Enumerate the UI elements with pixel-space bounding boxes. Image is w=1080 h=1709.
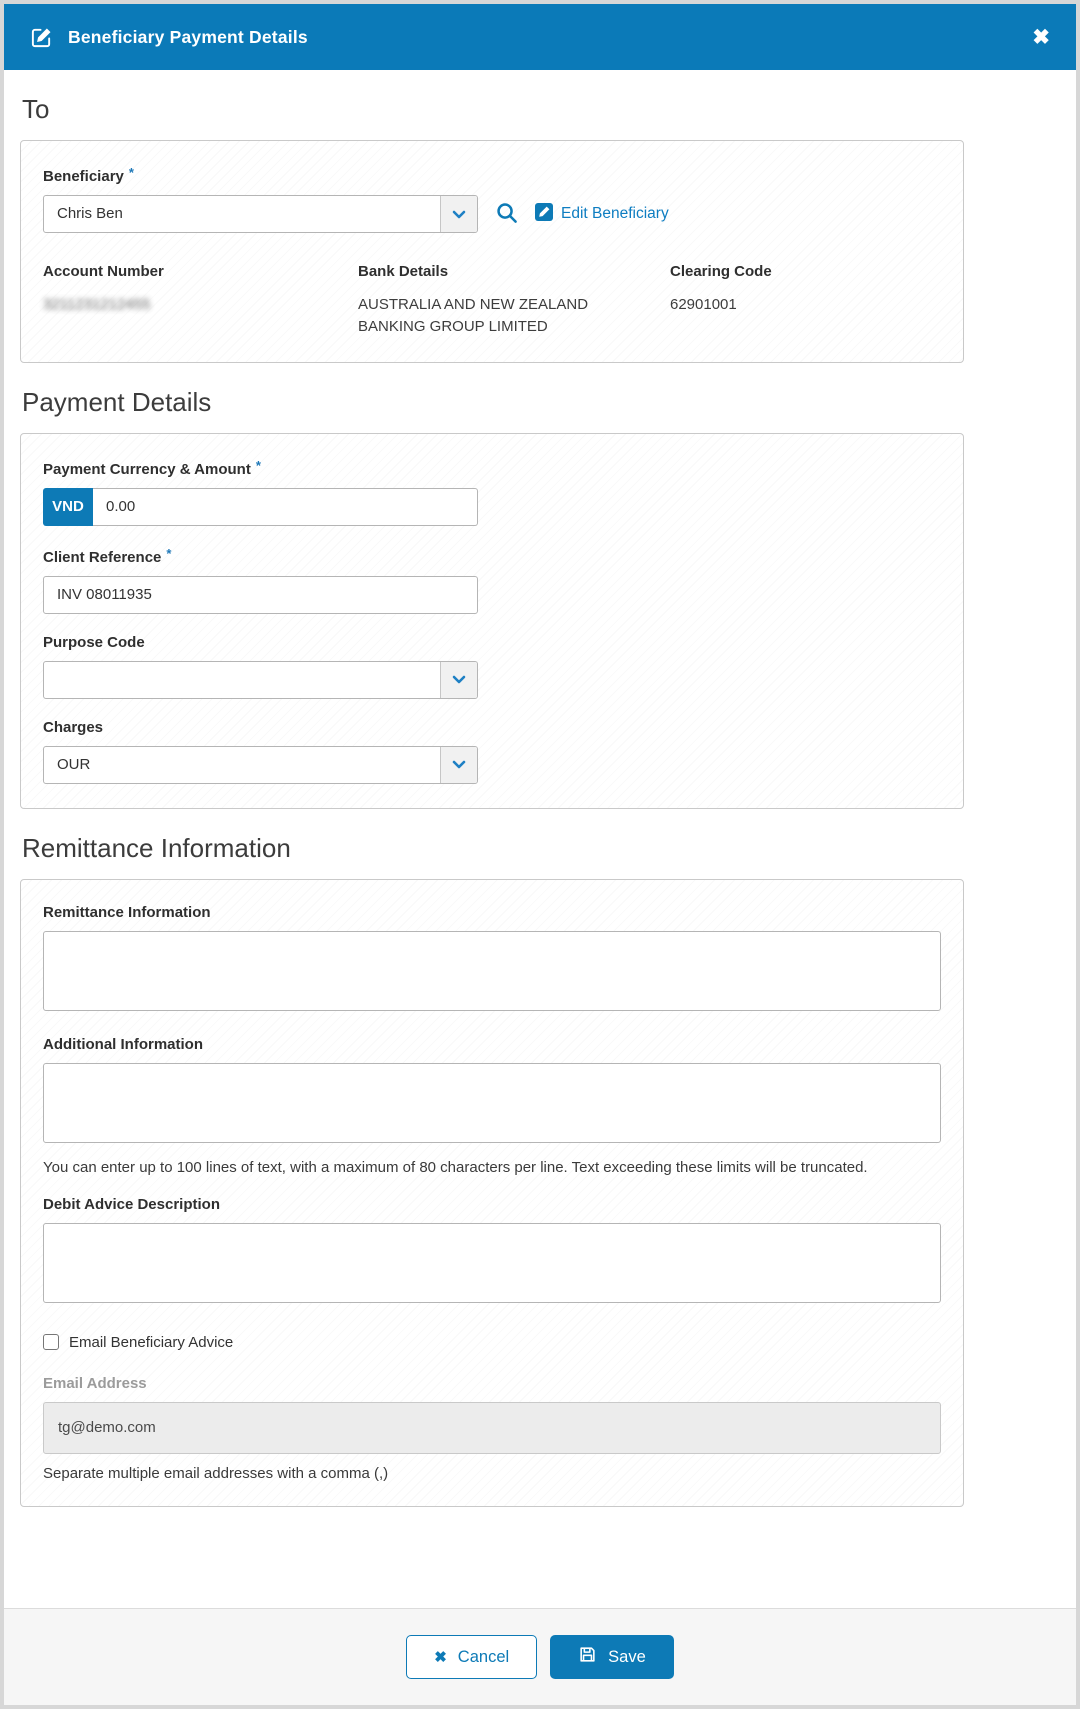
charges-field [43,719,941,784]
beneficiary-details-row [43,263,941,338]
email-advice-row [43,1334,941,1351]
chevron-down-icon [440,662,477,698]
beneficiary-required-asterisk: * [128,165,134,180]
client-reference-required-asterisk: * [166,545,172,561]
search-icon [495,201,518,227]
client-reference-input[interactable] [43,576,478,614]
currency-code-badge: VND [43,488,93,526]
beneficiary-select[interactable] [43,195,478,233]
charges-select[interactable] [43,746,478,784]
chevron-down-icon [440,747,477,783]
payment-details-panel [20,433,964,809]
payment-details-heading: Payment Details [22,386,212,417]
clearing-code-value: 62901001 [670,296,737,313]
edit-beneficiary-link[interactable] [535,203,669,226]
charges-label: Charges [43,718,104,736]
beneficiary-label: Beneficiary [43,168,124,185]
close-icon: ✖ [1032,25,1050,49]
remittance-info-label: Remittance Information [43,903,211,921]
email-beneficiary-advice-checkbox[interactable] [43,1334,59,1350]
cancel-x-icon: ✖ [434,1649,447,1666]
dialog-title: Beneficiary Payment Details [68,26,308,47]
beneficiary-payment-details-dialog [4,4,1076,1705]
close-button[interactable] [1032,27,1050,48]
currency-required-asterisk: * [255,457,261,473]
account-number-column [43,263,358,338]
email-address-field [43,1375,941,1482]
bank-details-label: Bank Details [358,263,449,280]
beneficiary-selected-value: Chris Ben [57,205,123,222]
debit-advice-label: Debit Advice Description [43,1195,220,1213]
email-address-input [43,1402,941,1454]
edit-pencil-square-icon [30,26,53,49]
bank-details-value: AUSTRALIA AND NEW ZEALAND BANKING GROUP LIMITED [358,296,589,335]
cancel-button[interactable] [406,1635,537,1679]
clearing-code-label: Clearing Code [670,263,772,280]
additional-info-field [43,1036,941,1176]
to-panel [20,140,964,363]
remittance-panel [20,879,964,1507]
charges-selected-value: OUR [57,755,91,773]
email-beneficiary-advice-label[interactable]: Email Beneficiary Advice [69,1333,234,1351]
purpose-code-label: Purpose Code [43,633,145,651]
debit-advice-field [43,1196,941,1308]
search-beneficiary-button[interactable] [495,201,518,227]
email-address-help-text: Separate multiple email addresses with a comma (,) [43,1464,389,1482]
dialog-header [4,4,1076,70]
clearing-code-column [670,263,941,338]
dialog-footer [4,1608,1076,1705]
chevron-down-icon [440,196,477,232]
save-button-label: Save [608,1647,646,1666]
email-address-label: Email Address [43,1374,147,1392]
amount-input[interactable] [93,488,478,526]
purpose-code-field [43,634,941,699]
additional-info-textarea[interactable] [43,1063,941,1143]
currency-amount-label: Payment Currency & Amount [43,460,251,478]
cancel-button-label: Cancel [457,1647,510,1666]
remittance-section-heading: Remittance Information [22,832,291,863]
remittance-info-textarea[interactable] [43,931,941,1011]
edit-beneficiary-label: Edit Beneficiary [561,205,669,222]
remittance-info-field [43,904,941,1016]
currency-amount-field [43,458,941,526]
account-number-label: Account Number [43,263,164,280]
debit-advice-textarea[interactable] [43,1223,941,1303]
bank-details-column [358,263,670,338]
dialog-body [4,70,1076,1608]
purpose-code-selected-value [44,662,440,698]
purpose-code-select[interactable] [43,661,478,699]
client-reference-field [43,546,941,614]
beneficiary-field [43,165,941,338]
client-reference-label: Client Reference [43,548,162,566]
additional-info-help-text: You can enter up to 100 lines of text, with a maximum of 80 characters per line. Text exceeding these limits will be truncated. [43,1158,868,1176]
save-floppy-icon [578,1645,597,1669]
account-number-value: 3211231212455 [43,296,151,313]
save-button[interactable] [550,1635,674,1679]
edit-beneficiary-pencil-icon [535,203,553,226]
additional-info-label: Additional Information [43,1035,203,1053]
to-section-heading: To [22,94,50,124]
